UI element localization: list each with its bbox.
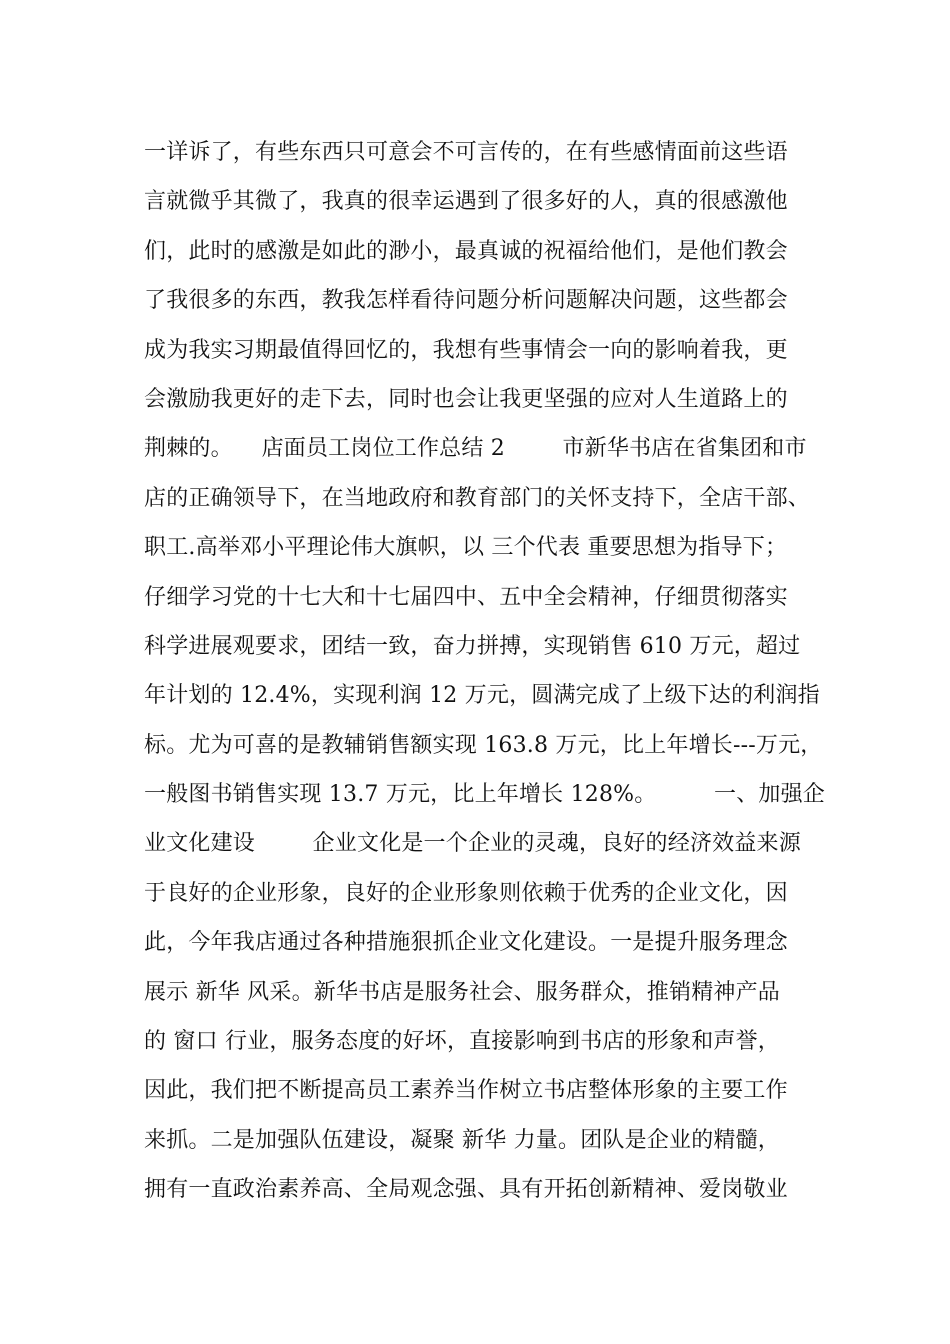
text-line: 了我很多的东西，教我怎样看待问题分析问题解决问题，这些都会 [144, 288, 788, 314]
text-line: 职工.高举邓小平理论伟大旗帜，以 三个代表 重要思想为指导下； [144, 535, 788, 561]
text-line: 仔细学习党的十七大和十七届四中、五中全会精神，仔细贯彻落实 [144, 584, 788, 610]
text-line: 标。尤为可喜的是教辅销售额实现 163.8 万元，比上年增长---万元， [144, 732, 823, 758]
text-line: 来抓。二是加强队伍建设，凝聚 新华 力量。团队是企业的精髓， [144, 1127, 780, 1153]
text-line: 们，此时的感激是如此的渺小，最真诚的祝福给他们，是他们教会 [144, 238, 788, 264]
text-line: 因此，我们把不断提高员工素养当作树立书店整体形象的主要工作 [144, 1078, 788, 1104]
text-line: 的 窗口 行业，服务态度的好坏，直接影响到书店的形象和声誉， [144, 1029, 780, 1055]
text-line: 店的正确领导下，在当地政府和教育部门的关怀支持下，全店干部、 [144, 485, 811, 511]
text-line: 成为我实习期最值得回忆的，我想有些事情会一向的影响着我，更 [144, 337, 788, 363]
text-line: 年计划的 12.4%，实现利润 12 万元，圆满完成了上级下达的利润指 [144, 683, 820, 709]
text-line: 荆棘的。 店面员工岗位工作总结 2 市新华书店在省集团和市 [144, 436, 807, 462]
text-line: 会激励我更好的走下去，同时也会让我更坚强的应对人生道路上的 [144, 386, 788, 412]
text-line: 展示 新华 风采。新华书店是服务社会、服务群众，推销精神产品 [144, 979, 780, 1005]
text-line: 于良好的企业形象，良好的企业形象则依赖于优秀的企业文化，因 [144, 880, 788, 906]
text-line: 科学进展观要求，团结一致，奋力拼搏，实现销售 610 万元，超过 [144, 633, 801, 659]
body-text [144, 128, 864, 1215]
text-line: 言就微乎其微了，我真的很幸运遇到了很多好的人，真的很感激他 [144, 189, 788, 215]
text-line: 拥有一直政治素养高、全局观念强、具有开拓创新精神、爱岗敬业 [144, 1177, 788, 1203]
text-line: 业文化建设 企业文化是一个企业的灵魂，良好的经济效益来源 [144, 831, 801, 857]
text-line: 一详诉了，有些东西只可意会不可言传的，在有些感情面前这些语 [144, 140, 788, 165]
text-line: 一般图书销售实现 13.7 万元，比上年增长 128%。 一、加强企 [144, 782, 826, 808]
text-line: 此，今年我店通过各种措施狠抓企业文化建设。一是提升服务理念 [144, 930, 788, 956]
